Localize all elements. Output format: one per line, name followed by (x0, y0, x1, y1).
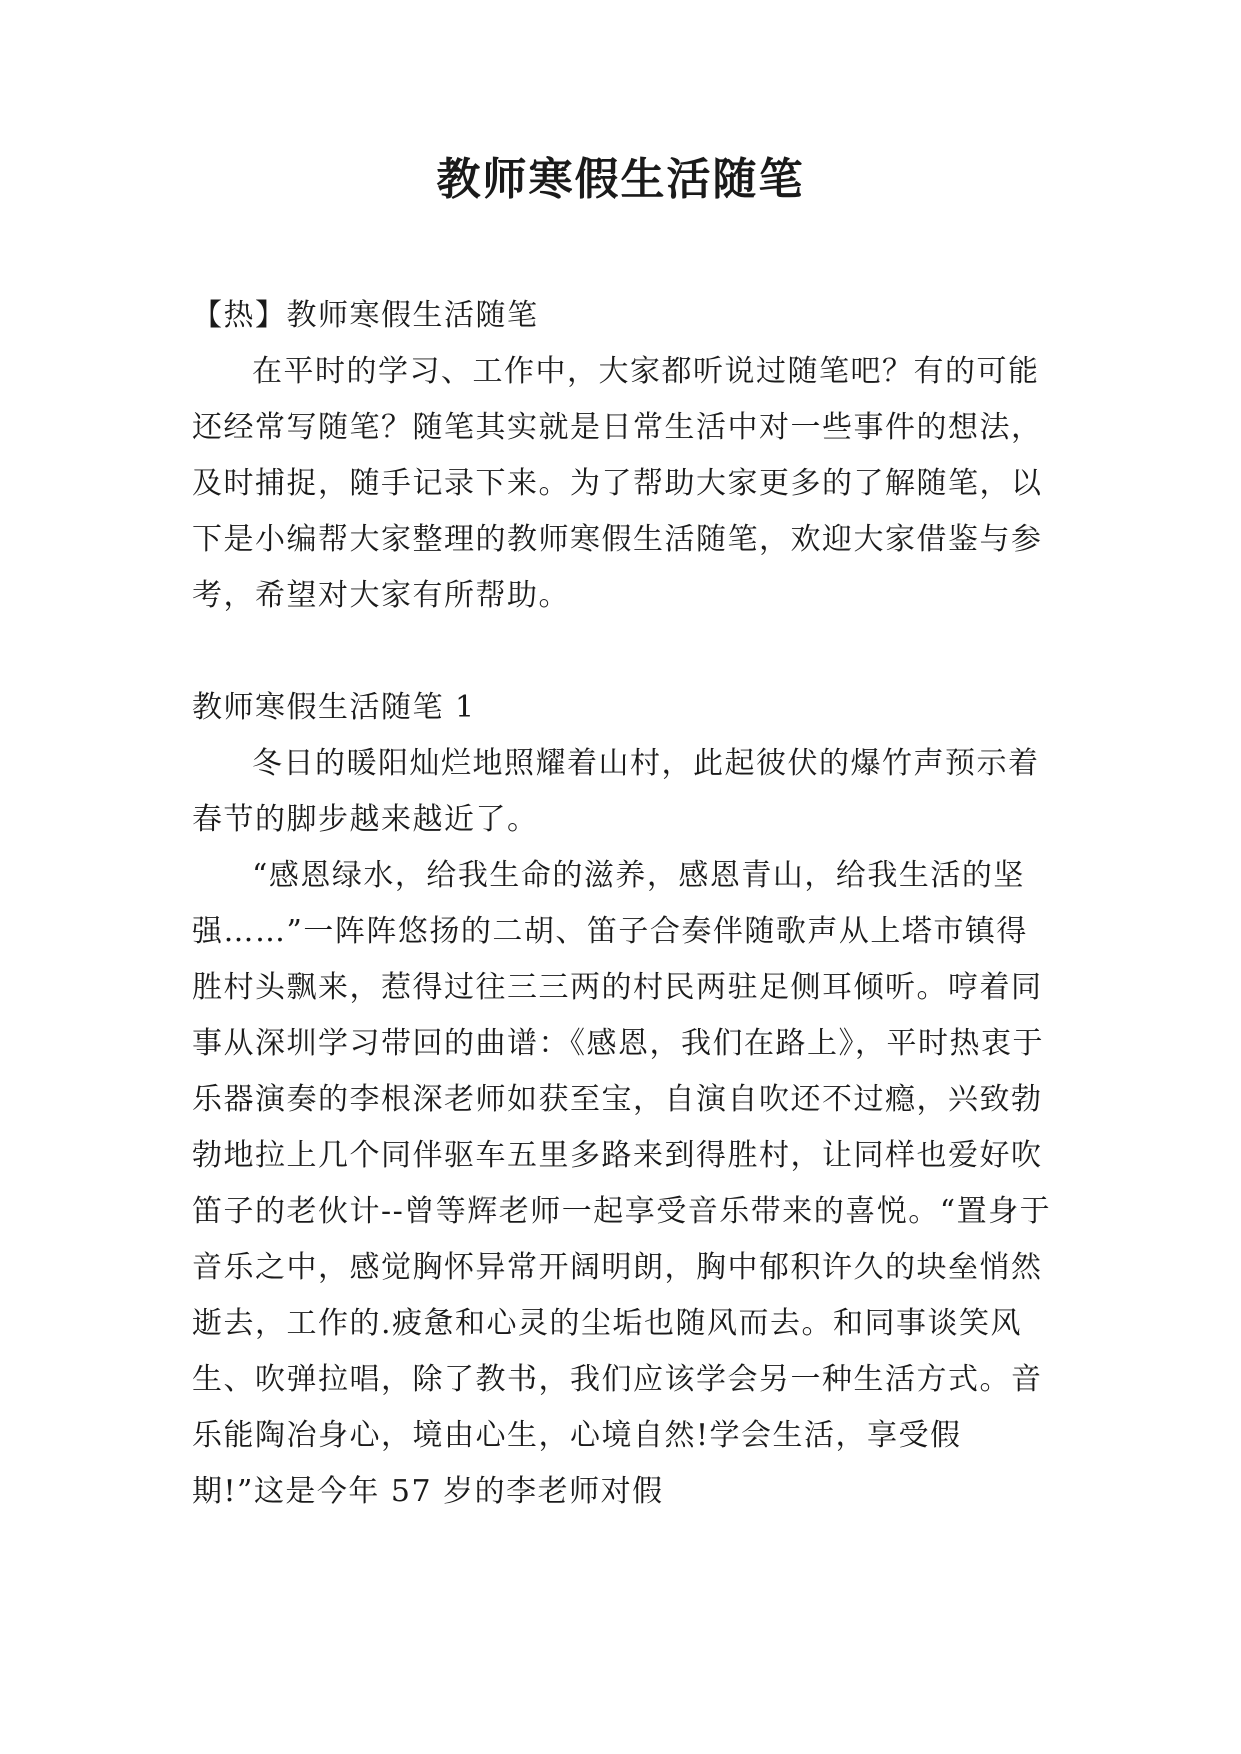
document-heading: 【热】教师寒假生活随笔 (192, 298, 539, 333)
document-body (192, 288, 1052, 1520)
intro-paragraph: 在平时的学习、工作中，大家都听说过随笔吧？有的可能还经常写随笔？随笔其实就是日常生活中对一些事件的想法，及时捕捉，随手记录下来。为了帮助大家更多的了解随笔，以下是小编帮大家整理的教师寒假生活随笔，欢迎大家借鉴与参考，希望对大家有所帮助。 (192, 354, 1043, 613)
section-paragraph-2: “感恩绿水，给我生命的滋养，感恩青山，给我生活的坚强……”一阵阵悠扬的二胡、笛子合奏伴随歌声从上塔市镇得胜村头飘来，惹得过往三三两的村民两驻足侧耳倾听。哼着同事从深圳学习带回的曲谱：《感恩，我们在路上》，平时热衷于乐器演奏的李根深老师如获至宝，自演自吹还不过瘾，兴致勃勃地拉上几个同伴驱车五里多路来到得胜村，让同样也爱好吹笛子的老伙计--曾等辉老师一起享受音乐带来的喜悦。“置身于音乐之中，感觉胸怀异常开阔明朗，胸中郁积许久的块垒悄然逝去，工作的.疲惫和心灵的尘垢也随风而去。和同事谈笑风生、吹弹拉唱，除了教书，我们应该学会另一种生活方式。音乐能陶冶身心，境由心生，心境自然!学会生活，享受假期!”这是今年 57 岁的李老师对假 (192, 858, 1052, 1509)
document-title: 教师寒假生活随笔 (436, 154, 805, 205)
paragraph-gap (192, 624, 1052, 680)
section-title: 教师寒假生活随笔 1 (192, 690, 476, 725)
section-paragraph-1: 冬日的暖阳灿烂地照耀着山村，此起彼伏的爆竹声预示着春节的脚步越来越近了。 (192, 746, 1040, 837)
